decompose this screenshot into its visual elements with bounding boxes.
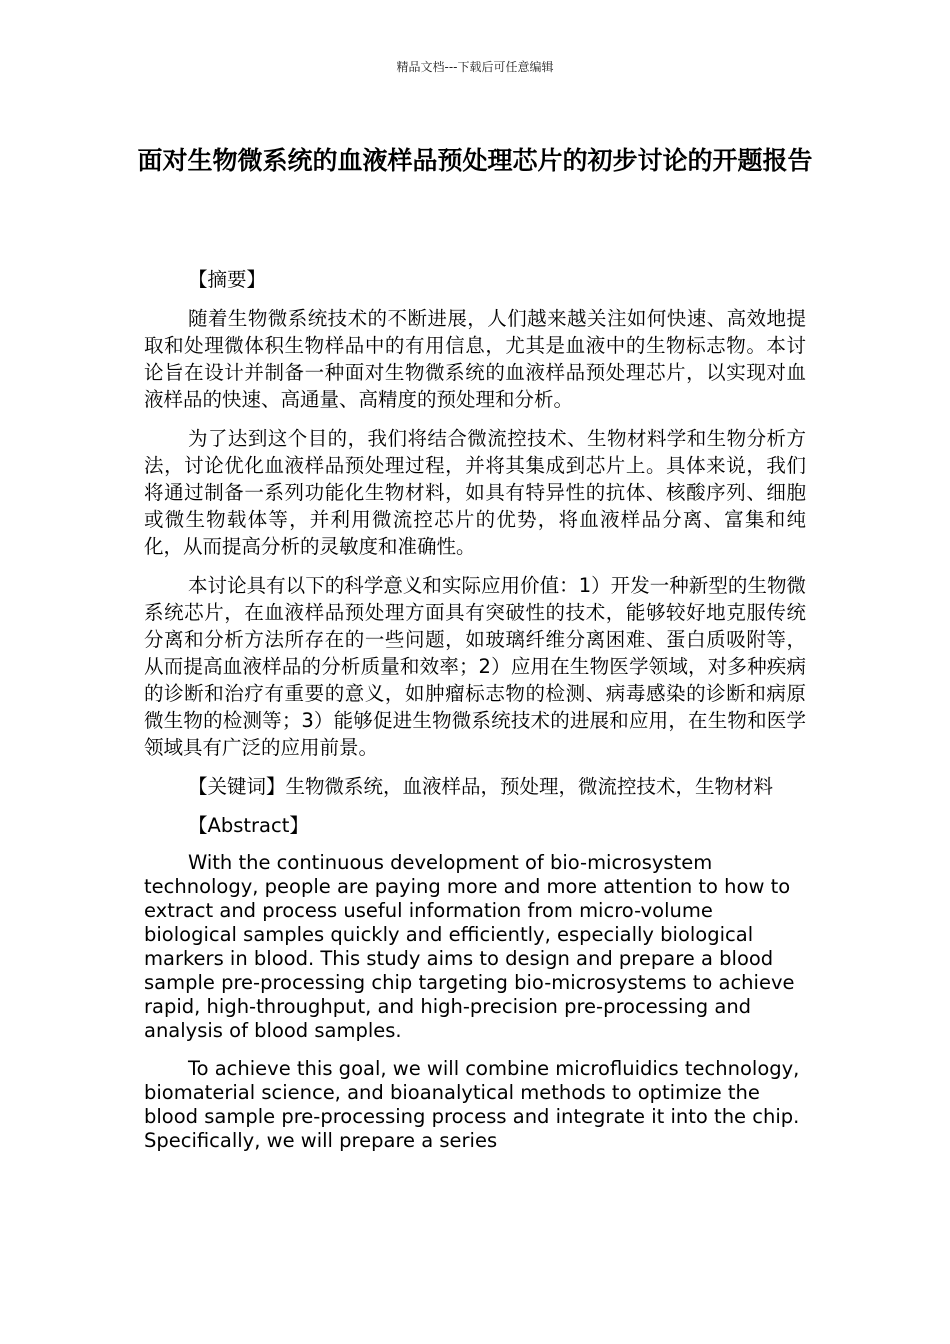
- abstract-en-paragraph-1: With the continuous development of bio-microsystem technology, people are paying more and more attention to how to extract and process useful information from micro-volume biological samples quickly and efficiently, especially biological markers in blood. This study aims to design and prepare a blood sample pre-processing chip targeting bio-microsystems to achieve rapid, high-throughput, and high-precision pre-processing and analysis of blood samples.: [144, 851, 795, 1042]
- abstract-en-label: 【Abstract】: [188, 814, 309, 837]
- keywords: 【关键词】生物微系统，血液样品，预处理，微流控技术，生物材料: [188, 775, 774, 798]
- abstract-cn-paragraph-2: 为了达到这个目的，我们将结合微流控技术、生物材料学和生物分析方法，讨论优化血液样品预处理过程，并将其集成到芯片上。具体来说，我们将通过制备一系列功能化生物材料，如具有特异性的抗体、核酸序列、细胞或微生物载体等，并利用微流控芯片的优势，将血液样品分离、富集和纯化，从而提高分析的灵敏度和准确性。: [144, 427, 806, 558]
- abstract-cn-label: 【摘要】: [188, 268, 267, 291]
- page-title: 面对生物微系统的血液样品预处理芯片的初步讨论的开题报告: [137, 146, 813, 175]
- abstract-cn-paragraph-3: 本讨论具有以下的科学意义和实际应用价值：1）开发一种新型的生物微系统芯片，在血液样品预处理方面具有突破性的技术，能够较好地克服传统分离和分析方法所存在的一些问题，如玻璃纤维分离困难、蛋白质吸附等，从而提高血液样品的分析质量和效率；2）应用在生物医学领域，对多种疾病的诊断和治疗有重要的意义，如肿瘤标志物的检测、病毒感染的诊断和病原微生物的检测等；3）能够促进生物微系统技术的进展和应用，在生物和医学领域具有广泛的应用前景。: [144, 574, 806, 759]
- abstract-cn-paragraph-1: 随着生物微系统技术的不断进展，人们越来越关注如何快速、高效地提取和处理微体积生物样品中的有用信息，尤其是血液中的生物标志物。本讨论旨在设计并制备一种面对生物微系统的血液样品预处理芯片，以实现对血液样品的快速、高通量、高精度的预处理和分析。: [144, 307, 806, 411]
- document-body: [144, 266, 806, 1153]
- header-note: 精品文档---下载后可任意编辑: [396, 60, 554, 74]
- abstract-en-paragraph-2: To achieve this goal, we will combine microfluidics technology, biomaterial science, and bioanalytical methods to optimize the blood sample pre-processing process and integrate it into the chip. Specifically, we will prepare a series: [144, 1057, 800, 1152]
